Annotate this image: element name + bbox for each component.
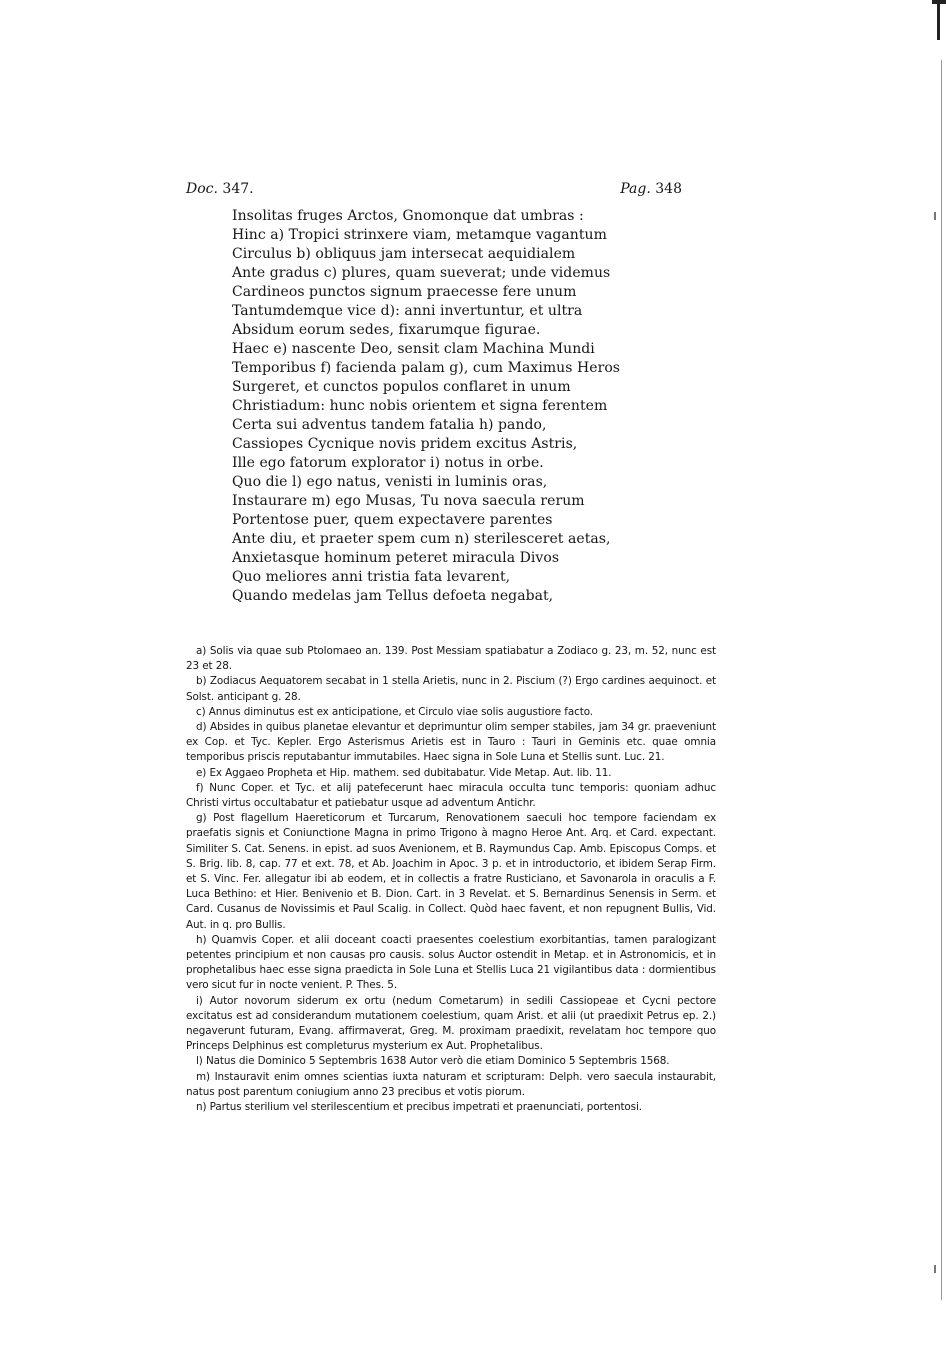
footnote: i) Autor novorum siderum ex ortu (nedum Cometarum) in sedili Cassiopeae et Cycni pectore excitatus est ad considerandum mutationem coelestium, quam Arist. et alii (ut praedixit Petrus ep. 2.) negaverunt futuram, Evang. affirmaverat, Greg. M. proximam praedixit, revelatam hoc tempore quo Princeps Delphinus est completurus mysterium ex Aut. Prophetalibus. xyxy=(186,994,716,1053)
poem-line: Christiadum: hunc nobis orientem et signa ferentem xyxy=(232,398,608,414)
page-edge-mark xyxy=(937,0,940,40)
footnote: a) Solis via quae sub Ptolomaeo an. 139. Post Messiam spatiabatur a Zodiaco g. 23, m. 52, nunc est 23 et 28. xyxy=(186,645,716,673)
footnote: n) Partus sterilium vel sterilescentium et precibus impetrati et praenunciati, portentosi. xyxy=(196,1101,642,1114)
poem-line: Quando medelas jam Tellus defoeta negabat, xyxy=(232,588,554,604)
footnote: c) Annus diminutus est ex anticipatione, et Circulo viae solis augustiore facto. xyxy=(196,705,593,718)
poem-line: Surgeret, et cunctos populos conflaret in unum xyxy=(232,379,571,395)
poem-line: Tantumdemque vice d): anni invertuntur, et ultra xyxy=(232,303,583,319)
poem-line: Portentose puer, quem expectavere parentes xyxy=(232,512,553,528)
footnote: d) Absides in quibus planetae elevantur et deprimuntur olim semper stabiles, jam 34 gr. praeveniunt ex Cop. et Tyc. Kepler. Ergo Asterismus Arietis est in Tauro : Tauri in Geminis etc. quae omnia temporibus priscis reputabantur immutabiles. Haec signa in Sole Luna et Stellis sunt. Luc. 21. xyxy=(186,721,716,764)
poem-line: Instaurare m) ego Musas, Tu nova saecula rerum xyxy=(232,493,585,509)
poem-line: Absidum eorum sedes, fixarumque figurae. xyxy=(232,322,541,338)
poem-line: Certa sui adventus tandem fatalia h) pando, xyxy=(232,417,547,433)
poem-line: Quo die l) ego natus, venisti in luminis oras, xyxy=(232,474,548,490)
footnote: l) Natus die Dominico 5 Septembris 1638 Autor verò die etiam Dominico 5 Septembris 1568. xyxy=(196,1055,670,1068)
doc-number: 347. xyxy=(222,181,254,197)
poem-line: Anxietasque hominum peteret miracula Divos xyxy=(232,550,560,566)
poem-line: Ante diu, et praeter spem cum n) sterilesceret aetas, xyxy=(232,531,611,547)
poem-line: Ille ego fatorum explorator i) notus in orbe. xyxy=(232,455,544,471)
poem-line: Quo meliores anni tristia fata levarent, xyxy=(232,569,511,585)
document-reference xyxy=(186,179,254,199)
poem-line: Temporibus f) facienda palam g), cum Maximus Heros xyxy=(232,360,621,376)
poem-line: Circulus b) obliquus jam intersecat aequidialem xyxy=(232,246,576,262)
page-edge-mark xyxy=(934,1265,936,1273)
poem-line: Cardineos punctos signum praecesse fere unum xyxy=(232,284,577,300)
footnote: e) Ex Aggaeo Propheta et Hip. mathem. sed dubitabatur. Vide Metap. Aut. lib. 11. xyxy=(196,766,612,779)
footnote: h) Quamvis Coper. et alii doceant coacti praesentes coelestium exorbitantias, tamen paralogizant petentes principium et non causas pro causis. solus Auctor ostendit in Metap. et in Astronomicis, et in prophetalibus haec esse signa praedicta in Sole Luna et Stellis Luca 21 vigilantibus data : dormientibus vero sicut fur in nocte venient. P. Thes. 5. xyxy=(186,933,716,992)
poem-line: Ante gradus c) plures, quam sueverat; unde videmus xyxy=(232,265,611,281)
page-number: 348 xyxy=(655,181,682,197)
poem-line: Insolitas fruges Arctos, Gnomonque dat umbras : xyxy=(232,208,584,224)
doc-label: Doc. xyxy=(186,181,218,197)
footnote: g) Post flagellum Haereticorum et Turcarum, Renovationem saeculi hoc tempore faciendam ex praefatis signis et Coniunctione Magna in primo Trigono à magno Heroe Ant. Arq. et Card. expectant. Similiter S. Cat. Senens. in epist. ad suos Avenionem, et B. Raymundus Cap. Amb. Episcopus Comps. et S. Brig. lib. 8, cap. 77 et ext. 78, et Ab. Joachim in Apoc. 3 p. et in introductorio, et ibidem Serap Firm. et S. Vinc. Fer. allegatur ibi ab eodem, et in collectis a fratre Rusticiano, et Savonarola in oraculis a F. Luca Bethino: et Hier. Benivenio et B. Dion. Cart. in 3 Revelat. et S. Bernardinus Senensis in Serm. et Card. Cusanus de Novissimis et Paul Scalig. in Collect. Quòd haec favent, et non repugnent Bullis, Vid. Aut. in q. pro Bullis. xyxy=(186,812,716,931)
page-reference xyxy=(620,179,682,199)
poem-line: Haec e) nascente Deo, sensit clam Machina Mundi xyxy=(232,341,595,357)
page-edge-line xyxy=(941,60,942,1300)
poem-line: Cassiopes Cycnique novis pridem excitus Astris, xyxy=(232,436,578,452)
page-header xyxy=(186,179,682,199)
poem-line: Hinc a) Tropici strinxere viam, metamque vagantum xyxy=(232,227,607,243)
footnote: m) Instauravit enim omnes scientias iuxta naturam et scripturam: Delph. vero saecula instaurabit, natus post parentum coniugium anno 23 precibus et votis piorum. xyxy=(186,1070,716,1098)
footnote: f) Nunc Coper. et Tyc. et alij patefecerunt haec miracula occulta tunc temporis: quoniam adhuc Christi virtus occultabatur et patiebatur usque ad adventum Antichr. xyxy=(186,781,716,810)
footnote: b) Zodiacus Aequatorem secabat in 1 stella Arietis, nunc in 2. Piscium (?) Ergo cardines aequinoct. et Solst. anticipant g. 28. xyxy=(186,675,716,703)
footnotes xyxy=(186,644,716,1115)
page-edge-mark xyxy=(934,212,936,220)
poem-text xyxy=(232,207,652,606)
page-label: Pag. xyxy=(620,181,651,197)
